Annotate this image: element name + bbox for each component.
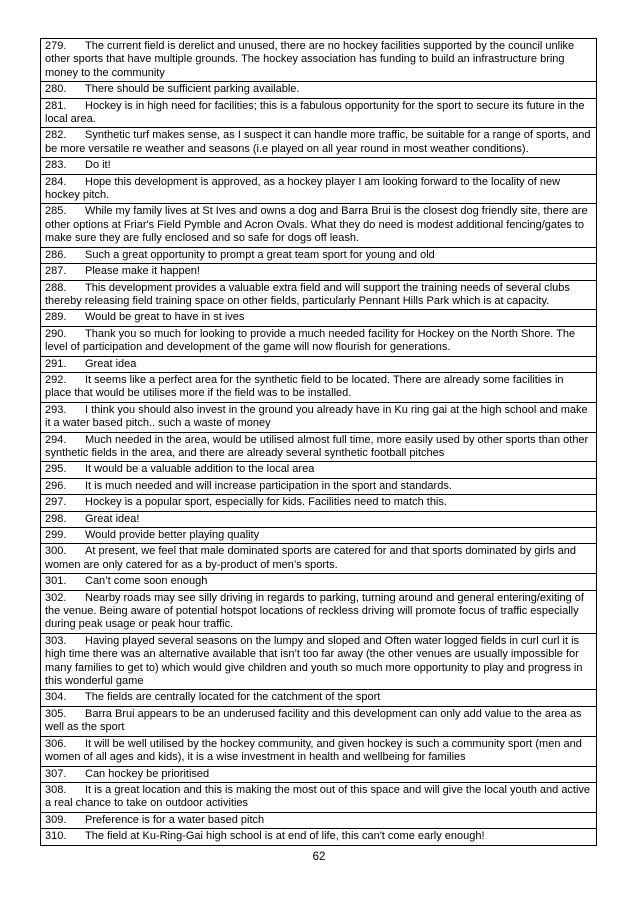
comment-row	[41, 511, 597, 527]
comment-number: 291.	[45, 357, 67, 370]
comment-text: Hockey is in high need for facilities; this is a fabulous opportunity for the sport to secure its future in the local area.	[45, 99, 585, 126]
comment-cell	[41, 812, 597, 828]
comment-text: Do it!	[85, 159, 111, 172]
comment-number: 294.	[45, 433, 67, 446]
comment-row	[41, 528, 597, 544]
comment-text: While my family lives at St Ives and owns a dog and Barra Brui is the closest dog friendly site, there are other options at Friar's Field Pymble and Acron Ovals. What they do need is modest additional fencing/gates to make sure they are fully enclosed and so safe for dogs off leash.	[45, 205, 588, 245]
comment-cell	[41, 310, 597, 326]
comment-cell	[41, 326, 597, 356]
comment-row	[41, 812, 597, 828]
comment-cell	[41, 204, 597, 247]
comment-cell	[41, 82, 597, 98]
comment-row	[41, 829, 597, 845]
comment-text: Would provide better playing quality	[85, 529, 260, 541]
comment-text: Having played several seasons on the lumpy and sloped and Often water logged fields in curl curl it is high time there was an alternative available that isn’t too far away (the other venues are usually impossible for many families to get to) which would give children and youth so much more opportunity to play and progress in this wonderful game	[45, 634, 583, 688]
comment-text: Great idea!	[85, 512, 140, 525]
comment-number: 283.	[45, 159, 67, 172]
comment-number: 301.	[45, 575, 67, 588]
comment-row	[41, 310, 597, 326]
comment-number: 295.	[45, 463, 67, 476]
comment-cell	[41, 280, 597, 310]
comment-cell	[41, 478, 597, 494]
comment-cell	[41, 495, 597, 511]
comment-cell	[41, 736, 597, 766]
comment-number: 300.	[45, 545, 67, 558]
comment-text: Nearby roads may see silly driving in regards to parking, turning around and general entering/exiting of the venue. Being aware of potential hotspot locations of reckless driving will promote focus of traffic especially during peak usage or peak hour traffic.	[45, 591, 584, 631]
comments-table	[40, 38, 597, 846]
comment-cell	[41, 174, 597, 204]
comment-row	[41, 128, 597, 158]
comment-text: The current field is derelict and unused, there are no hockey facilities supported by the council unlike other sports that have multiple grounds. The hockey association has funding to build an infrastructure bring money to the community	[45, 40, 575, 79]
comment-number: 304.	[45, 691, 67, 704]
comment-row	[41, 264, 597, 280]
comment-cell	[41, 372, 597, 402]
comment-cell	[41, 511, 597, 527]
comment-row	[41, 478, 597, 494]
comment-row	[41, 495, 597, 511]
comment-text: I think you should also invest in the ground you already have in Ku ring gai at the high school and make it a water based pitch.. such a waste of money	[45, 403, 588, 430]
comment-number: 297.	[45, 496, 67, 509]
comment-text: It is a great location and this is making the most out of this space and will give the local youth and active a real chance to take on outdoor activities	[45, 783, 591, 810]
comment-number: 298.	[45, 512, 67, 525]
comment-text: There should be sufficient parking available.	[85, 83, 300, 96]
comment-row	[41, 706, 597, 736]
comment-text: The fields are centrally located for the catchment of the sport	[85, 691, 381, 704]
comment-text: The field at Ku-Ring-Gai high school is at end of life, this can't come early enough!	[85, 830, 485, 843]
comment-number: 287.	[45, 265, 67, 278]
comment-number: 306.	[45, 737, 67, 750]
comment-row	[41, 690, 597, 706]
comment-number: 279.	[45, 40, 67, 52]
comment-number: 296.	[45, 479, 67, 492]
comment-row	[41, 98, 597, 128]
comment-cell	[41, 782, 597, 812]
comment-text: Please make it happen!	[85, 265, 200, 278]
comment-number: 289.	[45, 311, 67, 324]
comment-number: 282.	[45, 129, 67, 142]
comment-number: 284.	[45, 175, 67, 188]
comment-cell	[41, 462, 597, 478]
comment-text: It is much needed and will increase participation in the sport and standards.	[85, 479, 452, 492]
comment-number: 293.	[45, 403, 67, 416]
comment-row	[41, 326, 597, 356]
comment-row	[41, 432, 597, 462]
comment-number: 281.	[45, 99, 67, 112]
comment-number: 303.	[45, 634, 67, 647]
comment-text: This development provides a valuable extra field and will support the training needs of several clubs thereby releasing field training space on other fields, particularly Pennant Hills Park which is at capacity.	[45, 281, 570, 307]
comment-text: At present, we feel that male dominated sports are catered for and that sports dominated by girls and women are only catered for as a by-product of men’s sports.	[45, 545, 576, 571]
comments-table-body	[41, 39, 597, 846]
comment-cell	[41, 432, 597, 462]
comment-cell	[41, 98, 597, 128]
comment-number: 307.	[45, 767, 67, 780]
comment-text: Can’t come soon enough	[85, 575, 208, 588]
comment-text: Hope this development is approved, as a hockey player I am looking forward to the locality of new hockey pitch.	[45, 175, 561, 202]
comment-text: Hockey is a popular sport, especially for kids. Facilities need to match this.	[85, 496, 447, 509]
comment-row	[41, 590, 597, 633]
comment-row	[41, 280, 597, 310]
comment-number: 302.	[45, 591, 67, 604]
comment-number: 286.	[45, 248, 67, 261]
document-page	[40, 38, 597, 846]
comment-text: It will be well utilised by the hockey community, and given hockey is such a community sport (men and women of all ages and kids), it is a wise investment in health and wellbeing for families	[45, 737, 582, 764]
comment-row	[41, 544, 597, 574]
comment-text: Great idea	[85, 357, 137, 370]
comment-number: 280.	[45, 83, 67, 96]
comment-cell	[41, 158, 597, 174]
comment-row	[41, 402, 597, 432]
comment-row	[41, 782, 597, 812]
comment-cell	[41, 356, 597, 372]
comment-text: It would be a valuable addition to the local area	[85, 463, 315, 476]
comment-cell	[41, 590, 597, 633]
comment-cell	[41, 528, 597, 544]
comment-text: Preference is for a water based pitch	[85, 813, 265, 826]
comment-row	[41, 158, 597, 174]
comment-number: 305.	[45, 707, 67, 720]
comment-text: Thank you so much for looking to provide a much needed facility for Hockey on the North Shore. The level of participation and development of the game will now flourish for generations.	[45, 327, 576, 354]
comment-row	[41, 356, 597, 372]
comment-row	[41, 39, 597, 82]
comment-row	[41, 574, 597, 590]
comment-text: Much needed in the area, would be utilised almost full time, more easily used by other sports than other synthetic fields in the area, and there are already several synthetic football pitches	[45, 433, 589, 459]
comment-text: Can hockey be prioritised	[85, 767, 210, 780]
comment-number: 292.	[45, 373, 67, 386]
comment-row	[41, 372, 597, 402]
comment-cell	[41, 706, 597, 736]
page-number: 62	[312, 851, 326, 863]
comment-text: Barra Brui appears to be an underused facility and this development can only add value to the area as well as the sport	[45, 707, 582, 734]
comment-cell	[41, 574, 597, 590]
comment-number: 288.	[45, 281, 67, 294]
comment-cell	[41, 766, 597, 782]
comment-cell	[41, 544, 597, 574]
comment-text: Synthetic turf makes sense, as I suspect it can handle more traffic, be suitable for a range of sports, and be more versatile re weather and seasons (i.e played on all year round in most weather conditions).	[45, 129, 591, 155]
comment-number: 308.	[45, 783, 67, 796]
comment-number: 285.	[45, 205, 67, 218]
comment-cell	[41, 633, 597, 690]
comment-row	[41, 633, 597, 690]
comment-row	[41, 174, 597, 204]
comment-cell	[41, 128, 597, 158]
comment-cell	[41, 402, 597, 432]
comment-text: Would be great to have in st ives	[85, 311, 245, 324]
comment-cell	[41, 39, 597, 82]
comment-row	[41, 247, 597, 263]
comment-text: It seems like a perfect area for the synthetic field to be located. There are already some facilities in place that would be utilises more if the field was to be installed.	[45, 373, 564, 400]
comment-number: 290.	[45, 327, 67, 340]
comment-cell	[41, 829, 597, 845]
comment-number: 309.	[45, 813, 67, 826]
comment-number: 310.	[45, 830, 67, 843]
comment-text: Such a great opportunity to prompt a great team sport for young and old	[85, 248, 435, 261]
comment-row	[41, 204, 597, 247]
comment-cell	[41, 247, 597, 263]
comment-cell	[41, 690, 597, 706]
comment-row	[41, 82, 597, 98]
comment-cell	[41, 264, 597, 280]
comment-row	[41, 766, 597, 782]
comment-row	[41, 462, 597, 478]
comment-row	[41, 736, 597, 766]
comment-number: 299.	[45, 529, 67, 541]
